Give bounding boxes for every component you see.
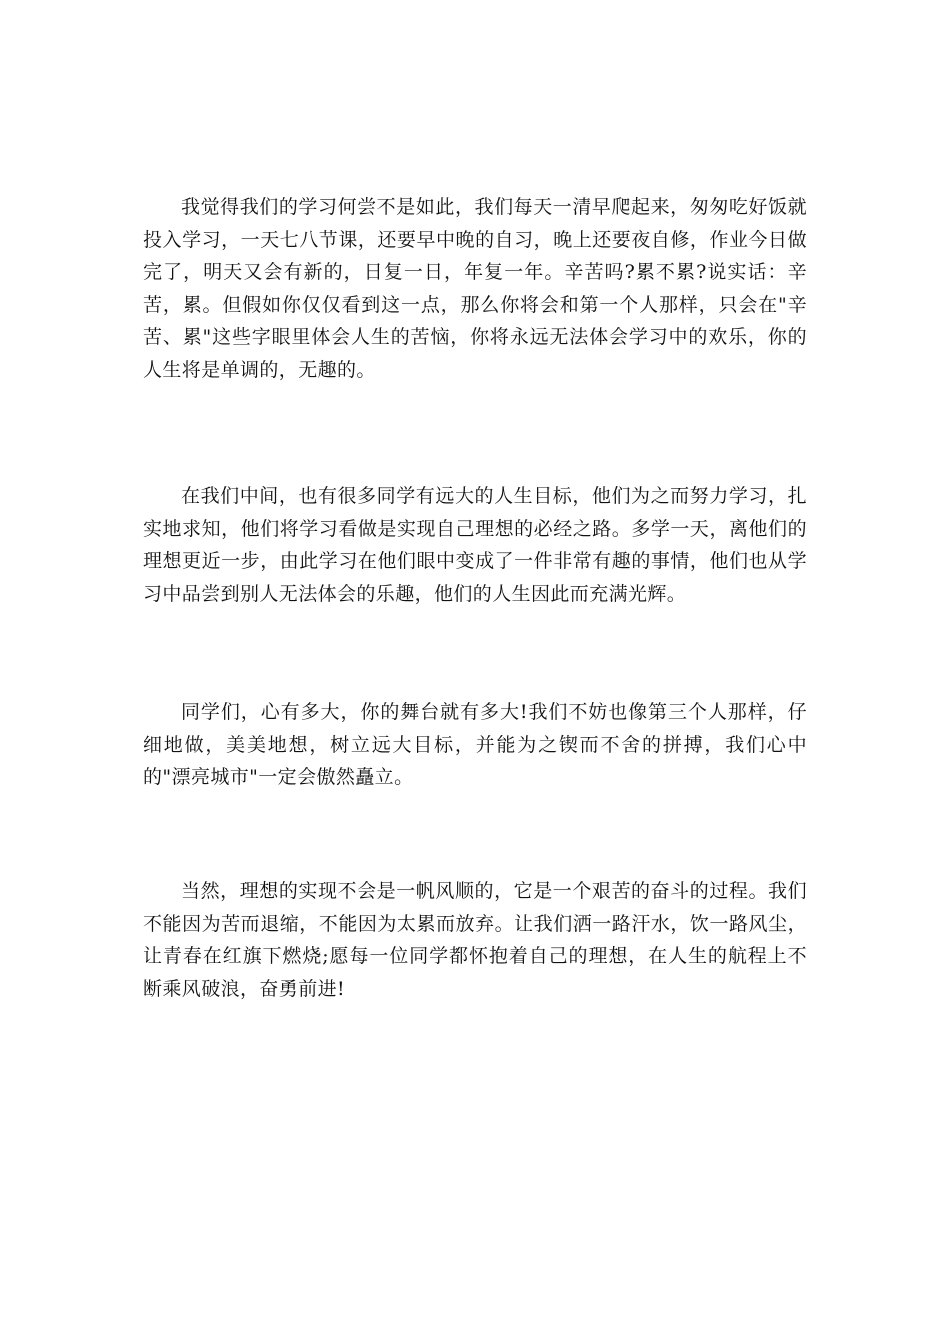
paragraph-3: 同学们，心有多大，你的舞台就有多大!我们不妨也像第三个人那样，仔细地做，美美地想，树立远大目标，并能为之锲而不舍的拼搏，我们心中的"漂亮城市"一定会傲然矗立。 — [143, 701, 807, 788]
paragraph-2: 在我们中间，也有很多同学有远大的人生目标，他们为之而努力学习，扎实地求知，他们将学习看做是实现自己理想的必经之路。多学一天，离他们的理想更近一步，由此学习在他们眼中变成了一件非常有趣的事情，他们也从学习中品尝到别人无法体会的乐趣，他们的人生因此而充满光辉。 — [143, 485, 807, 605]
paragraph-1: 我觉得我们的学习何尝不是如此，我们每天一清早爬起来，匆匆吃好饭就投入学习，一天七八节课，还要早中晚的自习，晚上还要夜自修，作业今日做完了，明天又会有新的，日复一日，年复一年。辛苦吗?累不累?说实话：辛苦，累。但假如你仅仅看到这一点，那么你将会和第一个人那样，只会在"辛苦、累"这些字眼里体会人生的苦恼，你将永远无法体会学习中的欢乐，你的人生将是单调的，无趣的。 — [143, 196, 807, 381]
paragraph-4: 当然，理想的实现不会是一帆风顺的，它是一个艰苦的奋斗的过程。我们不能因为苦而退缩，不能因为太累而放弃。让我们洒一路汗水，饮一路风尘，让青春在红旗下燃烧;愿每一位同学都怀抱着自己的理想，在人生的航程上不断乘风破浪，奋勇前进! — [143, 880, 807, 1000]
